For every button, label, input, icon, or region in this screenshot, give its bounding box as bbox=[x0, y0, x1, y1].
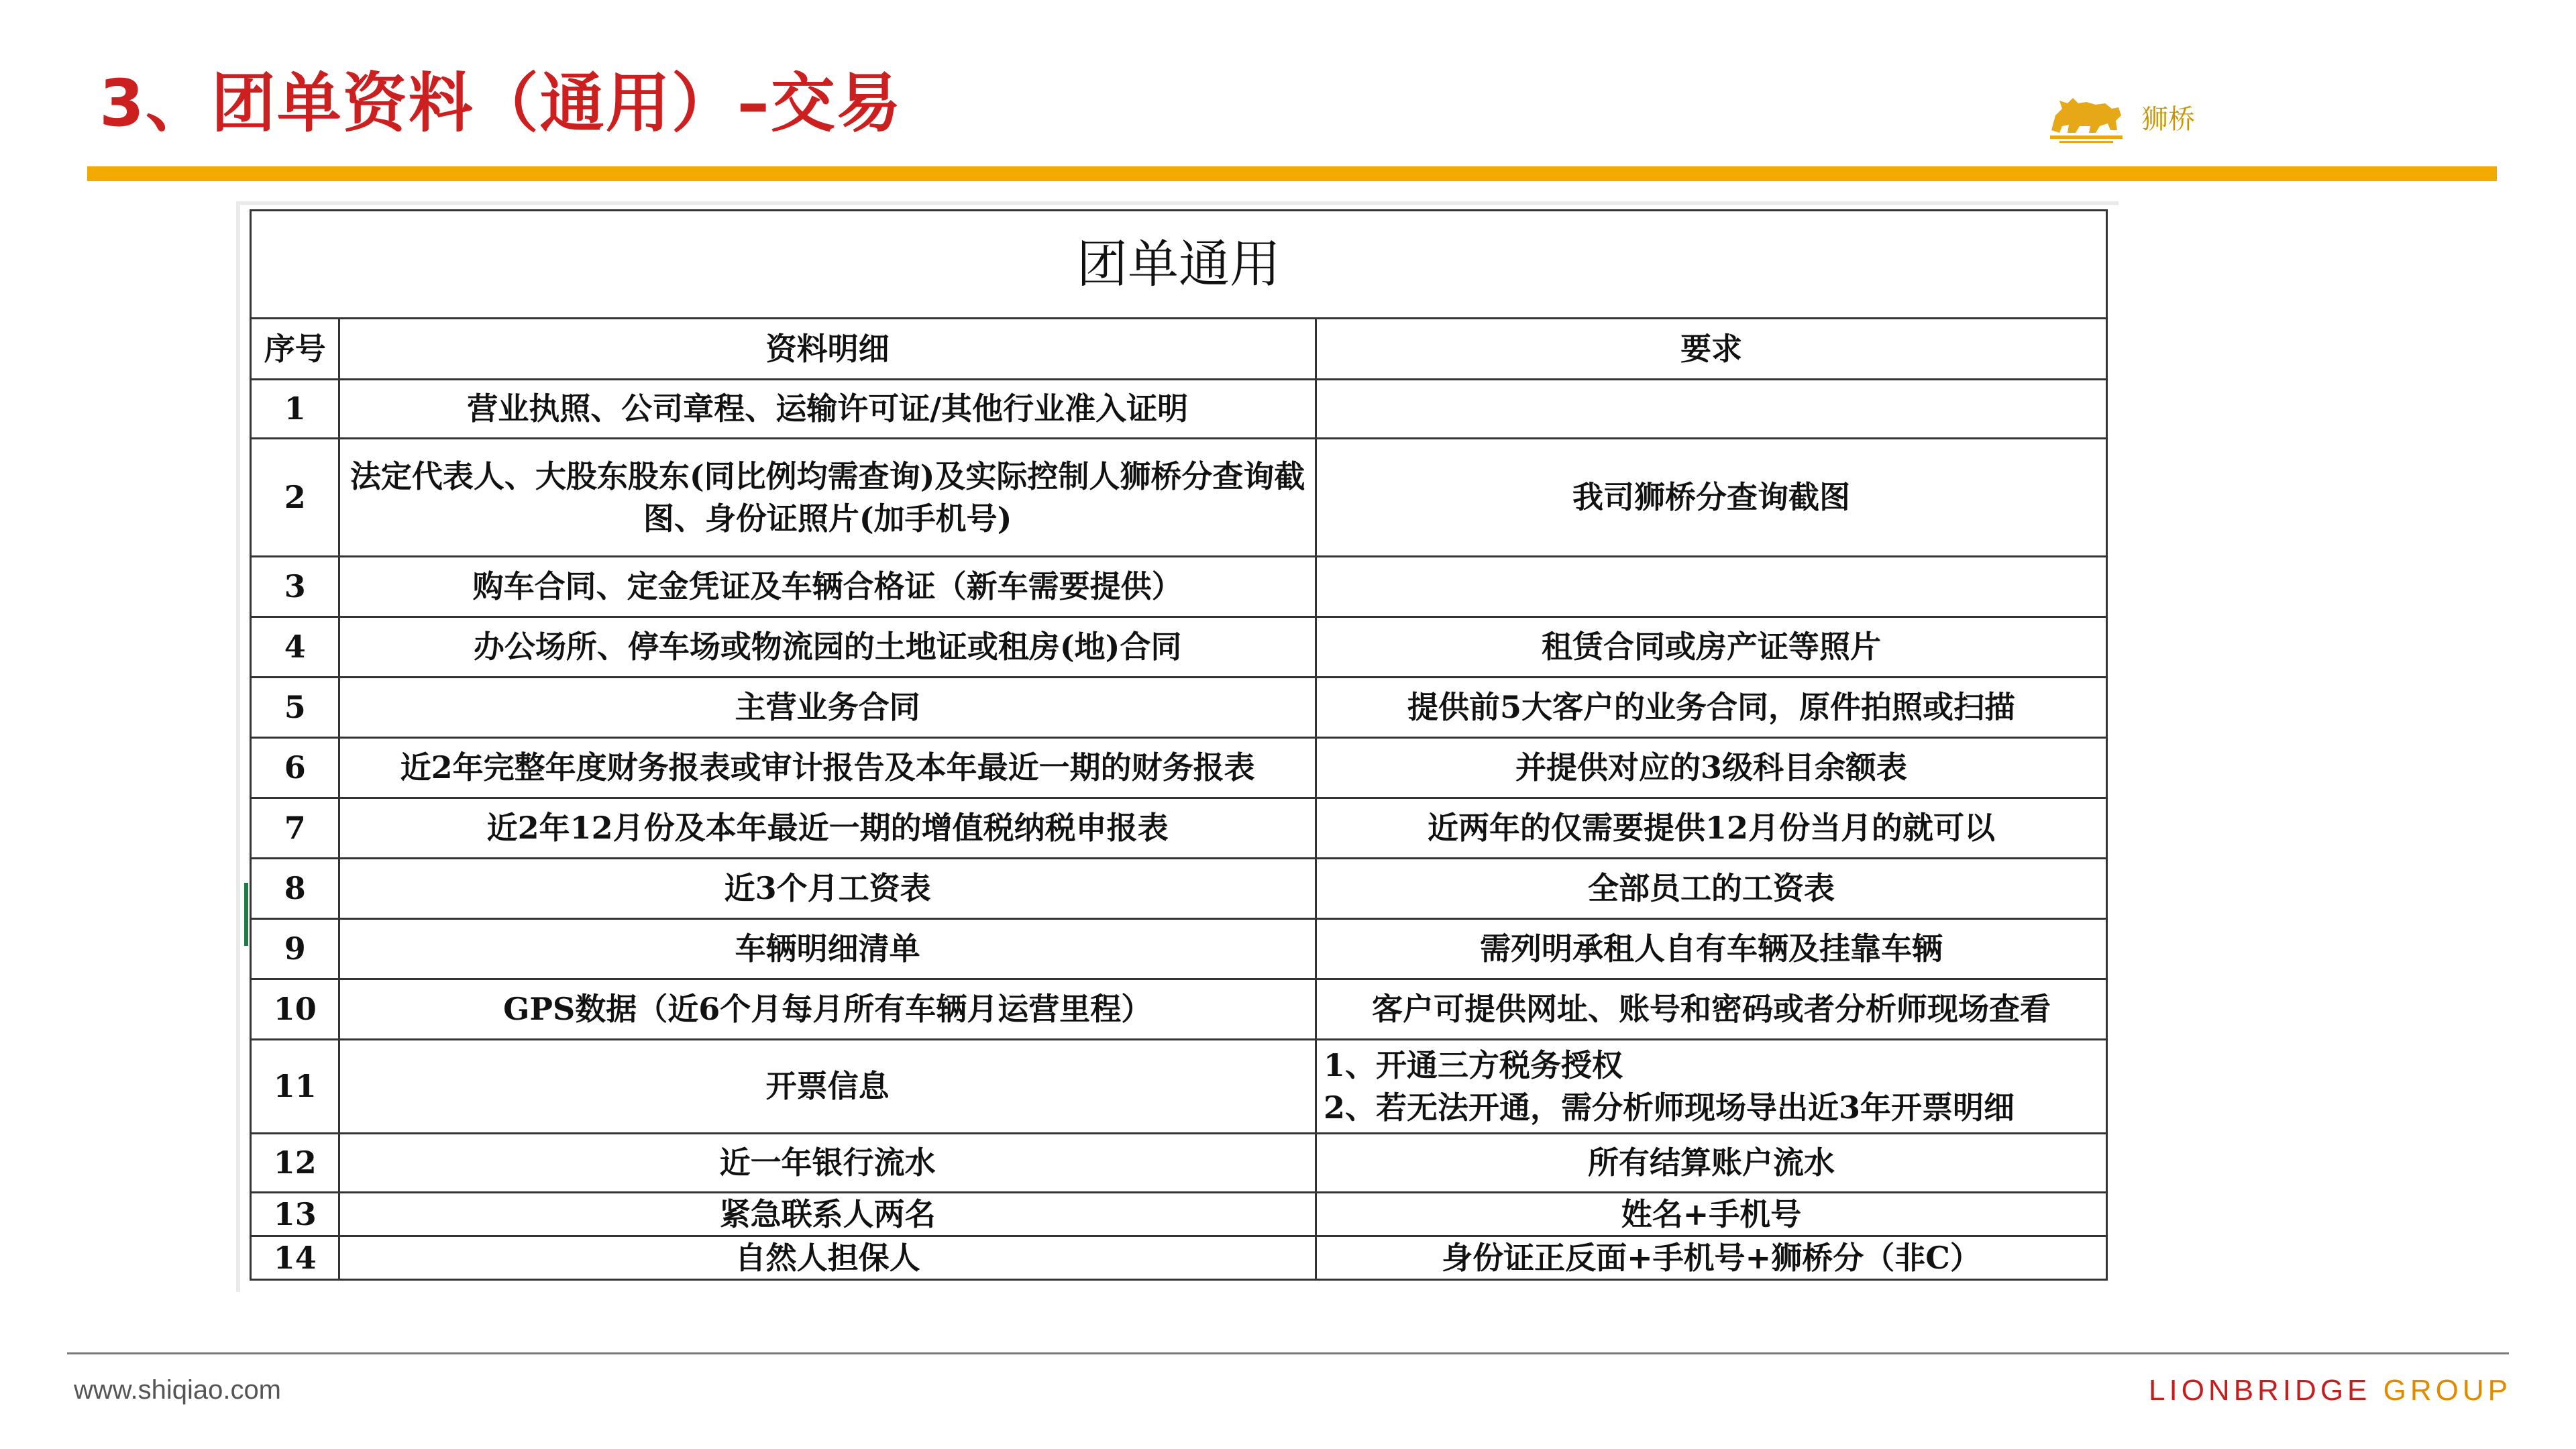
table-row bbox=[251, 1236, 2107, 1280]
row-number: 13 bbox=[251, 1193, 339, 1236]
row-number: 4 bbox=[251, 617, 339, 678]
row-detail: 近一年银行流水 bbox=[339, 1134, 1316, 1193]
table-row bbox=[251, 557, 2107, 617]
slide-title: 3、团单资料（通用）–交易 bbox=[99, 66, 902, 141]
company-logo bbox=[2046, 89, 2195, 145]
row-number: 5 bbox=[251, 678, 339, 738]
row-detail: 近3个月工资表 bbox=[339, 859, 1316, 919]
row-selection-marker bbox=[244, 883, 248, 946]
table-row bbox=[251, 738, 2107, 798]
row-detail: 办公场所、停车场或物流园的土地证或租房(地)合同 bbox=[339, 617, 1316, 678]
row-requirement bbox=[1316, 557, 2106, 617]
footer-website: www.shiqiao.com bbox=[74, 1375, 282, 1405]
table-row bbox=[251, 1193, 2107, 1236]
row-requirement: 姓名+手机号 bbox=[1316, 1193, 2106, 1236]
brand-lionbridge: LIONBRIDGE bbox=[2149, 1374, 2371, 1407]
row-detail: GPS数据（近6个月每月所有车辆月运营里程） bbox=[339, 979, 1316, 1040]
row-number: 14 bbox=[251, 1236, 339, 1280]
requirement-line: 1、开通三方税务授权 bbox=[1323, 1047, 1623, 1084]
row-detail: 主营业务合同 bbox=[339, 678, 1316, 738]
row-number: 1 bbox=[251, 380, 339, 439]
row-requirement: 身份证正反面+手机号+狮桥分（非C） bbox=[1316, 1236, 2106, 1280]
row-detail: 购车合同、定金凭证及车辆合格证（新车需要提供） bbox=[339, 557, 1316, 617]
row-number: 6 bbox=[251, 738, 339, 798]
row-requirement: 并提供对应的3级科目余额表 bbox=[1316, 738, 2106, 798]
requirement-line: 2、若无法开通，需分析师现场导出近3年开票明细 bbox=[1323, 1089, 2015, 1126]
row-detail: 营业执照、公司章程、运输许可证/其他行业准入证明 bbox=[339, 380, 1316, 439]
table-row bbox=[251, 617, 2107, 678]
lion-logo-icon bbox=[2046, 89, 2127, 145]
row-detail: 自然人担保人 bbox=[339, 1236, 1316, 1280]
table-row bbox=[251, 859, 2107, 919]
row-number: 8 bbox=[251, 859, 339, 919]
row-detail: 开票信息 bbox=[339, 1040, 1316, 1134]
row-requirement: 需列明承租人自有车辆及挂靠车辆 bbox=[1316, 919, 2106, 979]
row-requirement: 全部员工的工资表 bbox=[1316, 859, 2106, 919]
requirements-table-frame bbox=[236, 201, 2118, 1292]
table-header-row bbox=[251, 319, 2107, 380]
brand-group: GROUP bbox=[2383, 1374, 2512, 1407]
table-row bbox=[251, 380, 2107, 439]
row-number: 7 bbox=[251, 798, 339, 859]
header-divider-bar bbox=[87, 166, 2497, 181]
footer-brand bbox=[2149, 1374, 2512, 1407]
row-detail: 近2年12月份及本年最近一期的增值税纳税申报表 bbox=[339, 798, 1316, 859]
row-number: 3 bbox=[251, 557, 339, 617]
table-row bbox=[251, 1040, 2107, 1134]
row-number: 12 bbox=[251, 1134, 339, 1193]
table-row bbox=[251, 439, 2107, 557]
logo-text: 狮桥 bbox=[2141, 103, 2195, 135]
table-row bbox=[251, 979, 2107, 1040]
requirements-table bbox=[250, 209, 2108, 1281]
row-number: 2 bbox=[251, 439, 339, 557]
row-number: 10 bbox=[251, 979, 339, 1040]
row-requirement: 客户可提供网址、账号和密码或者分析师现场查看 bbox=[1316, 979, 2106, 1040]
table-title: 团单通用 bbox=[251, 211, 2107, 319]
row-detail: 紧急联系人两名 bbox=[339, 1193, 1316, 1236]
footer-divider bbox=[67, 1352, 2509, 1354]
table-row bbox=[251, 1134, 2107, 1193]
table-title-row bbox=[251, 211, 2107, 319]
row-requirement: 所有结算账户流水 bbox=[1316, 1134, 2106, 1193]
row-requirement bbox=[1316, 1040, 2106, 1134]
row-number: 9 bbox=[251, 919, 339, 979]
column-header-requirement: 要求 bbox=[1316, 319, 2106, 380]
row-requirement: 近两年的仅需要提供12月份当月的就可以 bbox=[1316, 798, 2106, 859]
column-header-detail: 资料明细 bbox=[339, 319, 1316, 380]
row-requirement: 提供前5大客户的业务合同，原件拍照或扫描 bbox=[1316, 678, 2106, 738]
table-row bbox=[251, 678, 2107, 738]
row-detail: 近2年完整年度财务报表或审计报告及本年最近一期的财务报表 bbox=[339, 738, 1316, 798]
row-detail: 法定代表人、大股东股东(同比例均需查询)及实际控制人狮桥分查询截图、身份证照片(加手机号) bbox=[339, 439, 1316, 557]
column-header-no: 序号 bbox=[251, 319, 339, 380]
row-detail: 车辆明细清单 bbox=[339, 919, 1316, 979]
table-row bbox=[251, 798, 2107, 859]
table-row bbox=[251, 919, 2107, 979]
row-number: 11 bbox=[251, 1040, 339, 1134]
row-requirement: 租赁合同或房产证等照片 bbox=[1316, 617, 2106, 678]
row-requirement bbox=[1316, 380, 2106, 439]
row-requirement: 我司狮桥分查询截图 bbox=[1316, 439, 2106, 557]
